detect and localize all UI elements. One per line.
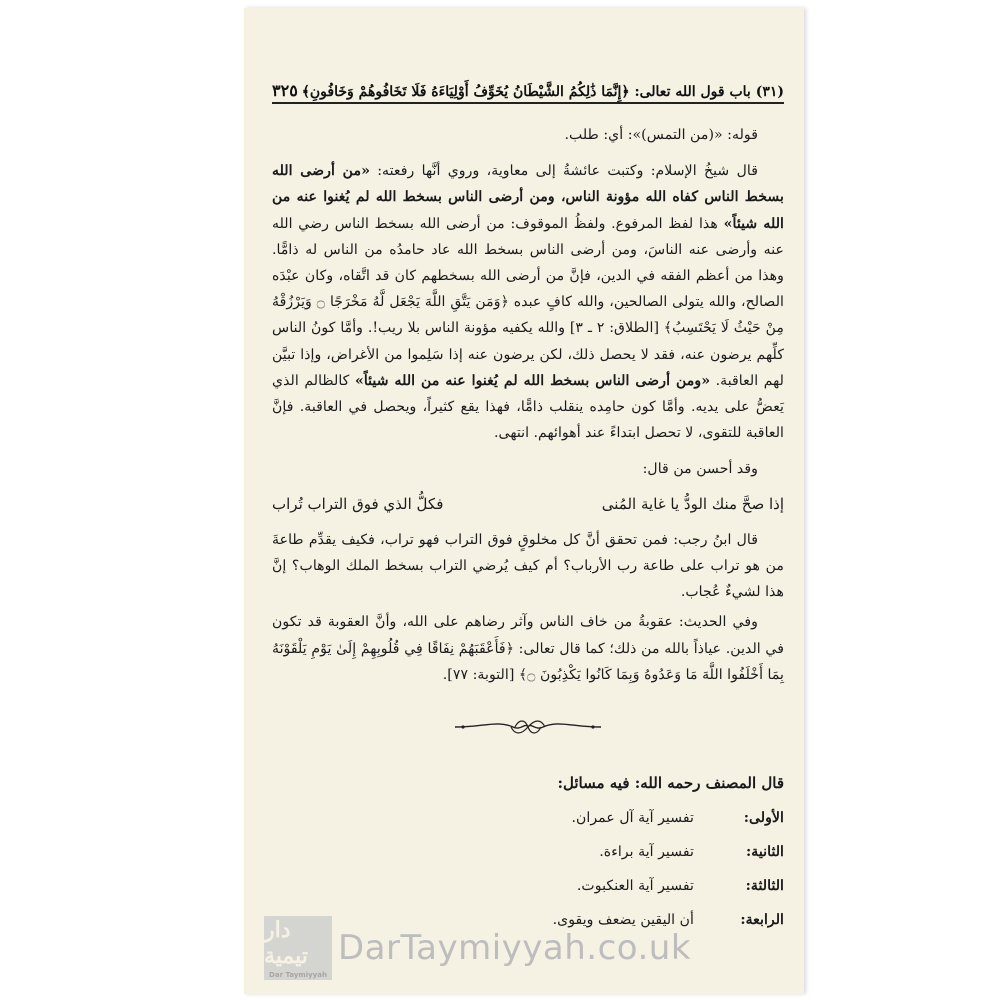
issue-text: أن اليقين يضعف ويقوى. [552, 912, 694, 929]
paragraph-4: قال ابنُ رجب: فمن تحقق أنَّ كل مخلوقٍ فوق التراب فهو تراب، فكيف يقدِّم طاعةَ من هو تراب على طاعة رب الأرباب؟ أم كيف يُرضي التراب بسخط الملك الوهاب؟ إنَّ هذا لشيءٌ عُجاب. [272, 531, 784, 601]
chapter-title: (٣١) باب قول الله تعالى: ﴿إِنَّمَا ذَٰلِكُمُ الشَّيْطَانُ يُخَوِّفُ أَوْلِيَاءَهُ فَلَا تَخَافُوهُمْ وَخَافُونِ﴾ [301, 84, 784, 100]
paragraph-2-a: قال شيخُ الإسلام: وكتبت عائشةُ إلى معاوية، وروي أنَّها رفعته: [377, 163, 758, 180]
issues-title: قال المصنف رحمه الله: فيه مسائل: [557, 774, 784, 793]
watermark-logo-caption: Dar Taymiyyah [269, 971, 327, 979]
page-number: ٣٢٥ [272, 81, 298, 100]
running-header [272, 70, 784, 100]
issue-label: الرابعة: [740, 912, 784, 929]
hadith-quote-1: «من أرضى الله بسخط الناس كفاه الله مؤونة الناس، ومن أرضى الناس بسخط الله لم يُغنوا عنه من الله شيئاً» [272, 163, 784, 232]
issue-text: تفسير آية آل عمران. [571, 810, 694, 827]
watermark-logo [264, 916, 332, 980]
watermark-site: DarTaymiyyah.co.uk [338, 928, 692, 968]
verse-second-hemistich: فكلُّ الذي فوق التراب تُراب [272, 494, 444, 513]
paragraph-1: قوله: «(من التمس)»: أي: طلب. [564, 127, 758, 143]
issue-text: تفسير آية براءة. [599, 844, 694, 861]
watermark-logo-text: دار تيمية [264, 917, 308, 969]
issue-row [272, 874, 784, 898]
issue-row [272, 840, 784, 864]
watermark [264, 908, 734, 988]
issue-label: الثالثة: [745, 878, 784, 895]
paragraph-2 [272, 158, 784, 446]
text-body [272, 122, 784, 932]
paragraph-2-c: هذا لفظ المرفوع. ولفظُ الموقوف: من أرضى الله بسخط الناس رضي الله عنه وأرضى عنه الناسَ، ومن أرضى الناس بسخط الله عاد حامدُه من الناس له ذامًّا. وهذا من أعظم الفقه في الدين، فإنَّ من أرضى الله بسخطهم كان قد اتَّقاه، وكان عبْدَه الصالح، والله يتولى الصالحين، والله كافٍ عبده ﴿وَمَن يَتَّقِ اللَّهَ يَجْعَل لَّهُ مَخْرَجًا ۝ وَيَرْزُقْهُ مِنْ حَيْثُ لَا يَحْتَسِبُ﴾ [الطلاق: ٢ ـ ٣] والله يكفيه مؤونة الناس بلا ريب!. وأمَّا كونُ الناس كلِّهم يرضون عنه، فقد لا يحصل ذلك، لكن يرضون عنه إذا سَلِموا من الأغراض، وإذا تبيَّن لهم العاقبة. [272, 215, 785, 389]
issue-row [272, 806, 784, 830]
issue-label: الثانية: [746, 844, 784, 861]
poetry-verse [272, 491, 784, 517]
book-page [244, 8, 804, 994]
divider-ornament-icon [453, 714, 603, 740]
verse-first-hemistich: إذا صحَّ منك الودُّ يا غاية المُنى [601, 494, 784, 513]
paragraph-5: وفي الحديث: عقوبةُ من خاف الناس وآثر رضاهم على الله، وأنَّ العقوبة قد تكون في الدين. عياذاً بالله من ذلك؛ كما قال تعالى: ﴿فَأَعْقَبَهُمْ نِفَاقًا فِي قُلُوبِهِمْ إِلَىٰ يَوْمِ يَلْقَوْنَهُ بِمَا أَخْلَفُوا اللَّهَ مَا وَعَدُوهُ وَبِمَا كَانُوا يَكْذِبُونَ ۝﴾ [التوبة: ٧٧]. [272, 614, 784, 683]
paragraph-2-e: كالظالم الذي يَعضُّ على يديه. وأمَّا كون حامِده ينقلب ذامًّا، فهذا يقع كثيراً، ويحصل في العاقبة. فإنَّ العاقبة للتقوى، لا تحصل ابتداءً عند أهوائهم. انتهى. [272, 372, 784, 442]
paragraph-3: وقد أحسن من قال: [642, 461, 758, 478]
hadith-quote-2: «ومن أرضى الناس بسخط الله لم يُغنوا عنه من الله شيئاً» [354, 372, 711, 389]
issue-label: الأولى: [743, 810, 784, 827]
header-rule [272, 102, 784, 104]
issue-text: تفسير آية العنكبوت. [576, 878, 694, 895]
